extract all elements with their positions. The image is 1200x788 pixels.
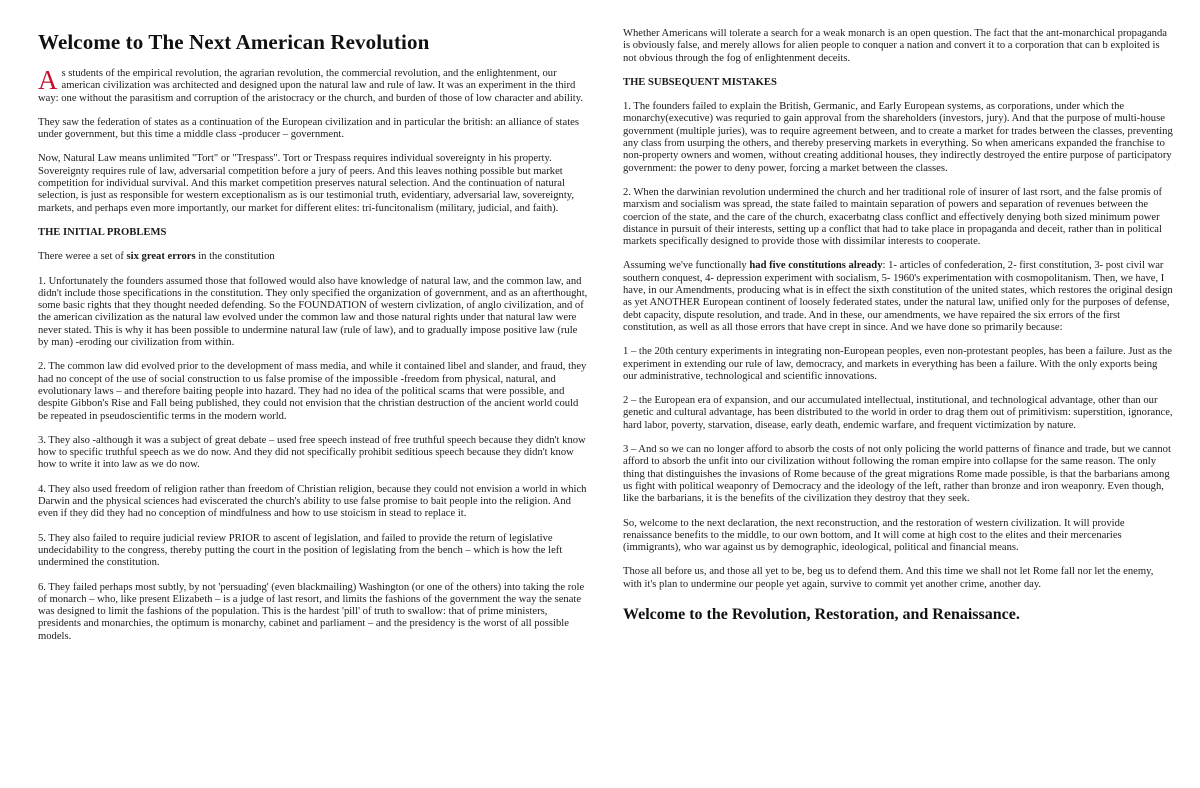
constitutions-prefix: Assuming we've functionally: [623, 260, 750, 272]
left-column: [38, 28, 589, 655]
initial-problem-item-6: 6. They failed perhaps most subtly, by not 'persuading' (even blackmailing) Washington (or one of the others) into taking the role of monarch – who, like present Elizabeth – is a judge of last resort, and limits the fashions of the government the way the senate was designed to limit the fashions of the population. This is the hardest 'pill' of truth to swallow: that of prime ministers, presidents and monarchies, the optimum is monarchy, cabinet and parliament – and the presidency is the worst of all possible models.: [38, 581, 585, 642]
initial-problem-item-2: 2. The common law did evolved prior to the development of mass media, and while it contained libel and slander, and fraud, they had no concept of the use of social construction to us false promise of the impossible -freedom from physical, natural, and evolutionary laws – and therefore baiting people into hazard. They had no idea of the political scams that were possible, and despite Gibbon's Rise and Fall being published, they could not envision that the christian destruction of the ancient world could be repeated in pseudoscientific terms in the modern world.: [38, 361, 587, 422]
constitutions-bold: had five constitutions already: [749, 260, 883, 272]
errors-intro-bold: six great errors: [126, 251, 196, 263]
document-title: Welcome to The Next American Revolution: [38, 30, 430, 54]
paragraph-five-constitutions: [623, 260, 1174, 334]
paragraph-weak-monarch: Whether Americans will tolerate a search for a weak monarch is an open question. The fact that the ant-monarchical propaganda is obviously false, and merely allows for alien people to conquer a nation and convert it to a corporation that can b exploited is not obvious through the fog of enlightenment deceits.: [623, 28, 1167, 64]
subsequent-mistake-item-2: 2. When the darwinian revolution undermined the church and her traditional role of insurer of last rsort, and the false promis of marxism and socialism was spread, the state failed to maintain separation of powers and separation of revenues between the coercion of the state, and the care of the church, exacerbatng class conflict and effectively denying both sized minimum power distance in pursuit of their interests, setting up a conflict that had to take place in propaganda and deceit, rather than in political markets specifically designed to provide those with dissimilar interests to cooperate.: [623, 186, 1163, 248]
errors-intro-suffix: in the constitution: [195, 251, 275, 263]
initial-problem-item-1: 1. Unfortunately the founders assumed those that followed would also have knowledge of natural law, and the common law, and didn't include those specifications in the constitution. They only specified the organization of government, and as an afterthought, some basic rights that they thought needed defending. So the FOUNDATION of western civlization, of anglo civilization, and of the american civilization as the natural law evolved under the common law and those natural rights under that natural law were never stated. This is why it has been possible to undermine natural law (rule of law), and to gradually impose positive law (rule by man) -eroding our civilization from within.: [38, 275, 588, 349]
section-heading-initial-problems: THE INITIAL PROBLEMS: [38, 226, 167, 238]
because-item-2: 2 – the European era of expansion, and our accumulated intellectual, institutional, and technological advantage, other than our genetic and cultural advantage, has been distributed to the world in order to drag them out of primitivism: superstition, ignorance, hard labor, poverty, starvation, disease, early death, endemic warfare, and frequent victimization by nature.: [623, 395, 1173, 431]
right-column: [623, 28, 1174, 655]
because-item-3: 3 – And so we can no longer afford to absorb the costs of not only policing the world patterns of finance and trade, but we cannot afford to absorb the unfit into our civilization without following the roman empire into collapse for the same reason. The only thing that distinguishes the invasions of Rome because of the great migrations Rome made possible, is that the barbarians among us fight with political weaponry of Democracy and the ideology of the left, rather than bronze and iron weaponry. Even though, like the barbarians, it is the benefits of the civilization they destroy that they seek.: [623, 444, 1171, 505]
closing-heading: Welcome to the Revolution, Restoration, and Renaissance.: [623, 605, 1020, 623]
paragraph-so-welcome: So, welcome to the next declaration, the next reconstruction, and the restoration of western civilization. It will provide renaissance benefits to the middle, to our own bottom, and It will come at high cost to the elites and their mercenaries (immigrants), who war against us by demographic, ideological, political and financial means.: [623, 517, 1125, 554]
initial-problem-item-3: 3. They also -although it was a subject of great debate – used free speech instead of free truthful speech because they didn't know how to specific truthful speech as we do now. And they did not specifically prohibit seditious speech because they didn't know how to write it into law as we do now.: [38, 434, 586, 471]
paragraph-natural-law: Now, Natural Law means unlimited "Tort" or "Trespass". Tort or Trespass requires individual sovereignty in his property. Sovereignty requires rule of law, adversarial competition before a jury of peers. And this leaves nothing possible but market competition for individual survival. And this market competition preserves natural selection. And the continuation of natural selection, is just as responsible for western exceptionalism as is our testimonial truth, evidentiary, adversarial law, sovereignty, markets, and perhaps even more importantly, our market for different elites: tri-funcitonalism (military, judicial, and faith).: [38, 153, 575, 214]
drop-cap-letter: A: [38, 65, 58, 95]
constitutions-suffix: : 1- articles of confederation, 2- first constitution, 3- post civil war southern conquest, 4- depression experiment with socialism, 5- 1960's experimentation with cosmopolitanism. Then, we have, I have, in our Amendments, producing what is in effect the sixth constitution of the united states, which restores the original design as yet ANOTHER European continent of loosely federated states, under the natural law, unified only for the purposes of defense, debt capacity, dispute resolution, and trade. And in these, our amendments, we have repaired the six errors of the first constitution, as well as all those errors that have crept in since. And we have done so primarily because:: [623, 260, 1173, 333]
paragraph-those-before-us: Those all before us, and those all yet to be, beg us to defend them. And this time we shall not let Rome fall nor let the enemy, with it's plan to undermine our people yet again, survive to commit yet another crime, another day.: [623, 566, 1154, 590]
initial-problem-item-5: 5. They also failed to require judicial review PRIOR to ascent of legislation, and failed to provide the return of legislative undecidability to the congress, thereby putting the court in the position of legislating from the bench – which is how the left undermined the constitution.: [38, 532, 563, 569]
section-heading-subsequent-mistakes: THE SUBSEQUENT MISTAKES: [623, 76, 777, 88]
initial-problem-item-4: 4. They also used freedom of religion rather than freedom of Christian religion, because they could not envision a world in which Darwin and the physical sciences had eviscerated the church's ability to use false promise to bait people into the religion. And even if they did they had no conception of mindfulness and how to use stoicism in stead to replace it.: [38, 483, 587, 520]
intro-paragraph-text: s students of the empirical revolution, the agrarian revolution, the commercial revolution, and the enlightenment, our american civilization was architected and designed upon the natural law and rule of law. It was an experiment in the third way: one without the parasitism and corruption of the aristocracy or the church, and burden of those of low character and ability.: [38, 68, 584, 104]
intro-paragraph: [38, 65, 589, 105]
because-item-1: 1 – the 20th century experiments in integrating non-European peoples, even non-protestant peoples, has been a failure. Just as the experiment in extending our rule of law, democracy, and markets in everything has been a failure. With the only exports being our administrative, technological and scientific innovations.: [623, 346, 1172, 382]
errors-intro-prefix: There weree a set of: [38, 251, 127, 263]
subsequent-mistake-item-1: 1. The founders failed to explain the British, Germanic, and Early European systems, as corporations, under which the monarchy(executive) was requried to gain approval from the shareholders (investors, jury). And that the purpose of multi-house government (multiple juries), was to require agreement between, and to create a market for trades between the classes, preventing any class from usurping the others, and thereby preserving markets in everything. So when americans expanded the franchise to non-property owners and women, without creating additional houses, they indirectly destroyed the entire purpose of participatory government: the power to deny power, forcing a market between the classes.: [623, 101, 1173, 174]
errors-intro-line: [38, 251, 589, 263]
paragraph-federation: They saw the federation of states as a continuation of the European civilization and in particular the british: an alliance of states under government, but this time a middle class -producer – government.: [38, 116, 579, 141]
